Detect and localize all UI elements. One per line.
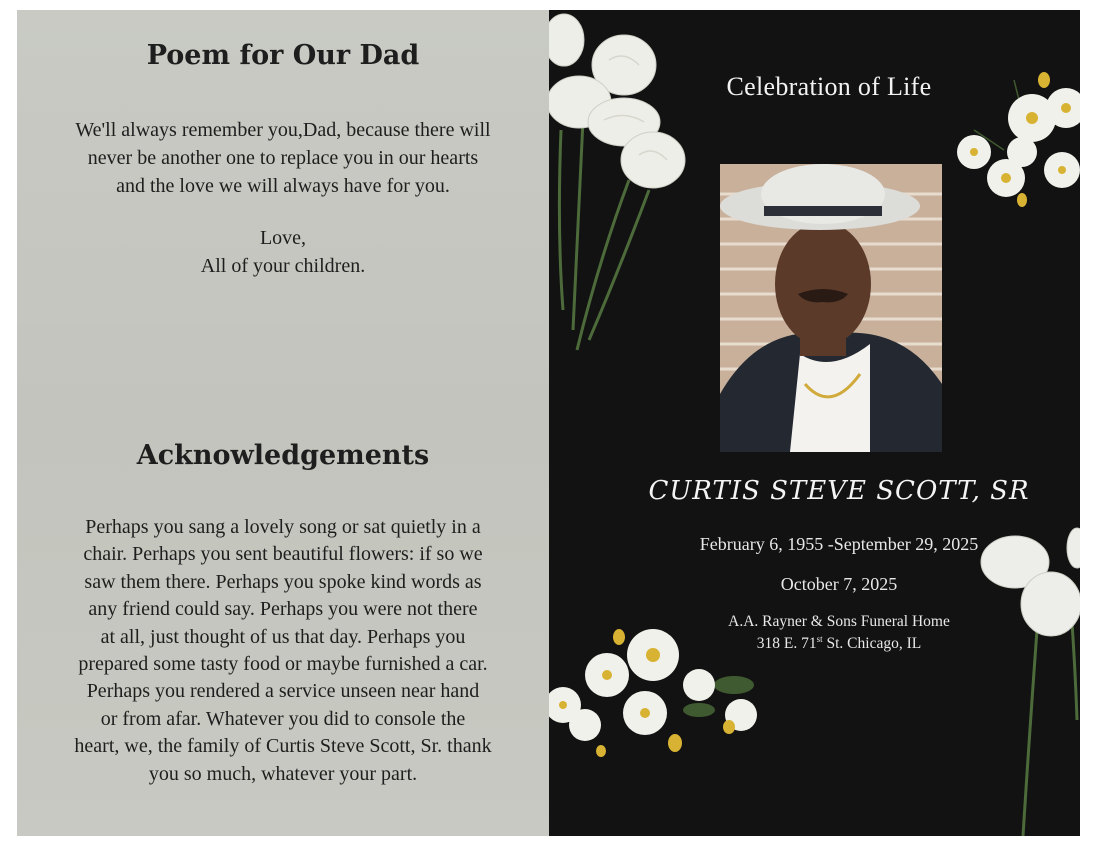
ack-line: Perhaps you sang a lovely song or sat quietly in a (85, 516, 481, 538)
cover-page (549, 10, 1080, 836)
white-rose-cluster-top-left (549, 10, 699, 360)
poem-line: We'll always remember you,Dad, because there will (75, 119, 491, 141)
ack-line: or from afar. Whatever you did to console the (100, 707, 466, 730)
funeral-home: A.A. Rayner & Sons Funeral Home (728, 613, 950, 630)
ack-line: chair. Perhaps you sent beautiful flowers: if so we (83, 543, 483, 566)
poem-text (17, 116, 549, 200)
portrait-photo (720, 164, 942, 452)
inside-left-page (17, 10, 549, 836)
signoff-love: Love, (259, 227, 307, 249)
ack-line: any friend could say. Perhaps you were not there (88, 598, 478, 621)
address-street: 318 E. 71 (756, 635, 817, 653)
acknowledgements-text (17, 514, 549, 788)
poem-title: Poem for Our Dad (146, 40, 420, 71)
portrait-image (720, 164, 942, 452)
ack-line: heart, we, the family of Curtis Steve Scott, Sr. thank (74, 735, 492, 758)
white-rose-cluster-bottom-right (979, 520, 1080, 836)
address-suffix: st (816, 634, 823, 644)
white-blossom-cluster-bottom-left (549, 615, 779, 765)
poem-line: never be another one to replace you in our hearts (87, 147, 479, 169)
signoff (17, 224, 549, 280)
poem-line: and the love we will always have for you. (116, 175, 450, 197)
ack-line: at all, just thought of us that day. Perhaps you (100, 625, 466, 648)
acknowledgements-title: Acknowledgements (136, 440, 430, 471)
signoff-children: All of your children. (200, 255, 366, 277)
ack-line: saw them there. Perhaps you spoke kind words as (84, 570, 482, 593)
deceased-name: CURTIS STEVE SCOTT, SR (648, 476, 1030, 506)
ack-line: you so much, whatever your part. (148, 762, 418, 785)
cover-title: Celebration of Life (726, 72, 932, 101)
service-date: October 7, 2025 (780, 574, 898, 594)
life-dates: February 6, 1955 -September 29, 2025 (699, 534, 979, 554)
ack-line: prepared some tasty food or maybe furnished a car. (78, 653, 488, 676)
address-city: St. Chicago, IL (822, 635, 922, 653)
ack-line: Perhaps you rendered a service unseen near hand (86, 680, 480, 703)
